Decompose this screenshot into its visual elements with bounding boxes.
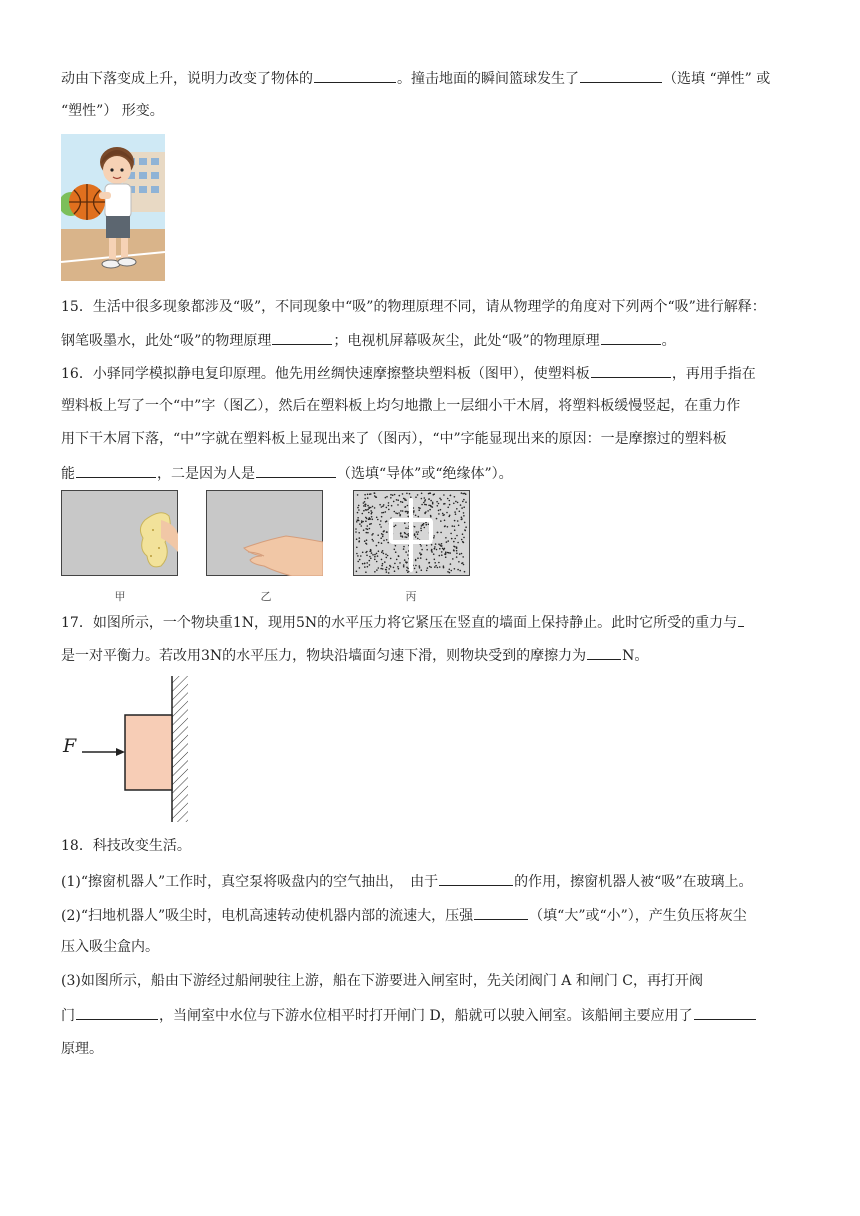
answer-blank[interactable] [76,1005,158,1020]
q18-text: 的作用，擦窗机器人被“吸”在玻璃上。 [514,874,753,890]
basketball-boy-illustration [61,134,165,281]
q16-text: （选填“导体”或“绝缘体”）。 [337,466,513,482]
figure-label-yi: 乙 [260,590,272,603]
q18-text: (1)“擦窗机器人”工作时，真空泵将吸盘内的空气抽出， 由于 [61,874,439,890]
answer-blank[interactable] [738,612,744,627]
q18-p1 [61,871,752,892]
q17-text: N。 [622,648,649,664]
q18-text: （填“大”或“小”），产生负压将灰尘 [529,908,747,924]
q16-text: ，二是因为人是 [157,466,255,482]
figure-jia-silk-rubbing [61,490,178,576]
q15-text: ；电视机屏幕吸灰尘，此处“吸”的物理原理 [333,333,600,349]
q18-title: 18．科技改变生活。 [61,838,191,854]
q17-text: 是一对平衡力。若改用3N的水平压力，物块沿墙面匀速下滑，则物块受到的摩擦力为 [61,648,587,664]
answer-blank[interactable] [272,330,332,345]
answer-blank[interactable] [439,871,513,886]
answer-blank[interactable] [314,68,396,83]
q14-text: （选填 “弹性” 或 [663,71,771,87]
q14-line2: “塑性”） 形变。 [61,103,164,119]
figure-bing-character-revealed [353,490,470,576]
q16-text: ，再用手指在 [671,366,756,382]
q16-line3: 用下干木屑下落，“中”字就在塑料板上显现出来了（图丙），“中”字能显现出来的原因：一是摩擦过的塑料板 [61,431,727,447]
q15-line2 [61,330,676,351]
q18-p3: (3)如图所示，船由下游经过船闸驶往上游，船在下游要进入闸室时，先关闭阀门 A 和闸门 C，再打开阀 [61,973,704,989]
block-wall-diagram [60,676,195,822]
answer-blank[interactable] [580,68,662,83]
q14-line1 [61,68,770,89]
figure-yi-finger-writing [206,490,323,576]
q15-text: 。 [661,333,676,349]
figure-label-jia: 甲 [114,590,126,603]
answer-blank[interactable] [591,363,671,378]
q16-line4 [61,463,513,484]
q16-text: 能 [61,466,75,482]
q17-text: 17．如图所示，一个物块重1N，现用5N的水平压力将它紧压在竖直的墙面上保持静止。此时它所受的重力与 [61,615,738,631]
answer-blank[interactable] [76,463,156,478]
answer-blank[interactable] [256,463,336,478]
answer-blank[interactable] [587,645,621,660]
q15-line1: 15．生活中很多现象都涉及“吸”，不同现象中“吸”的物理原理不同，请从物理学的角度对下列两个“吸”进行解释： [61,299,766,315]
q14-text: 。撞击地面的瞬间篮球发生了 [397,71,579,87]
q18-p3-end: 原理。 [61,1041,103,1057]
q18-text: 门 [61,1008,75,1024]
answer-blank[interactable] [601,330,661,345]
q14-text: 动由下落变成上升，说明力改变了物体的 [61,71,313,87]
q16-text: 16．小驿同学模拟静电复印原理。他先用丝绸快速摩擦整块塑料板（图甲），使塑料板 [61,366,590,382]
q17-line2 [61,645,648,666]
q17-line1 [61,612,745,633]
q18-p2 [61,905,747,926]
q18-p2-cont: 压入吸尘盒内。 [61,939,159,955]
q16-line2: 塑料板上写了一个“中”字（图乙），然后在塑料板上均匀地撒上一层细小干木屑，将塑料板缓慢竖起，在重力作 [61,398,741,414]
figure-label-bing: 丙 [405,590,417,603]
q16-line1 [61,363,756,384]
force-label: F [63,735,77,757]
q18-p3-cont [61,1005,757,1026]
q18-text: ，当闸室中水位与下游水位相平时打开闸门 D，船就可以驶入闸室。该船闸主要应用了 [159,1008,693,1024]
answer-blank[interactable] [694,1005,756,1020]
answer-blank[interactable] [474,905,528,920]
q18-text: (2)“扫地机器人”吸尘时，电机高速转动使机器内部的流速大，压强 [61,908,474,924]
q15-text: 钢笔吸墨水，此处“吸”的物理原理 [61,333,272,349]
